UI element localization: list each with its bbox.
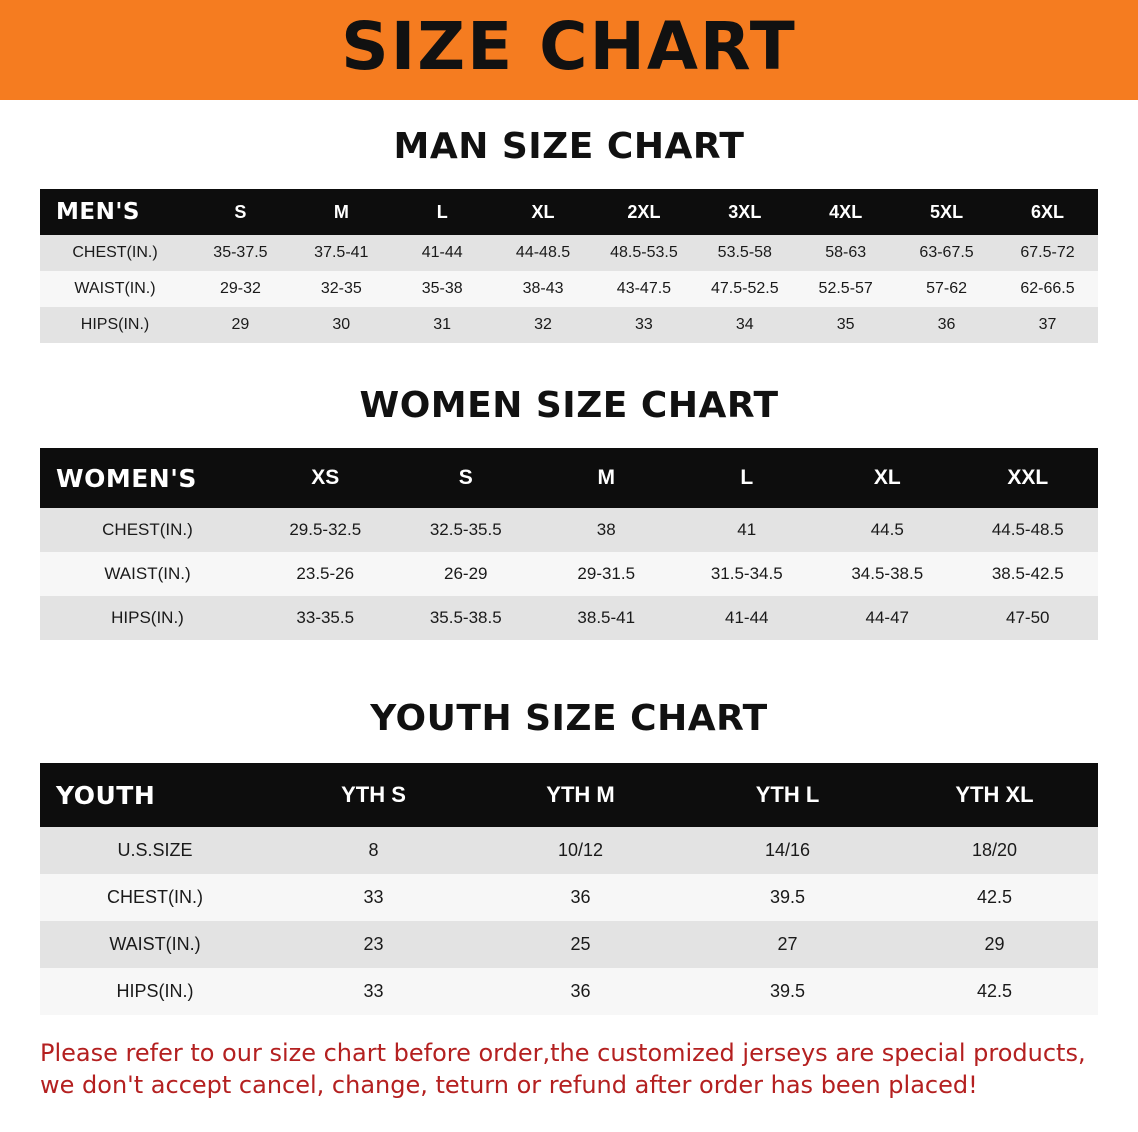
women-section-title: WOMEN SIZE CHART [359, 385, 779, 426]
table-cell: 34.5-38.5 [817, 552, 958, 596]
table-cell: 39.5 [684, 968, 891, 1015]
table-cell: 37 [997, 307, 1098, 343]
row-label: WAIST(IN.) [40, 921, 270, 968]
table-cell: 18/20 [891, 827, 1098, 874]
table-header-cell: YOUTH [40, 763, 270, 827]
table-header-cell: 4XL [795, 189, 896, 235]
table-header-cell: YTH S [270, 763, 477, 827]
row-label: CHEST(IN.) [40, 235, 190, 271]
table-cell: 35.5-38.5 [396, 596, 537, 640]
table-cell: 44-47 [817, 596, 958, 640]
table-header-cell: XXL [958, 448, 1099, 508]
row-label: CHEST(IN.) [40, 508, 255, 552]
table-cell: 35-38 [392, 271, 493, 307]
table-cell: 48.5-53.5 [594, 235, 695, 271]
man-section-title: MAN SIZE CHART [393, 126, 745, 167]
table-cell: 43-47.5 [594, 271, 695, 307]
table-header-cell: YTH L [684, 763, 891, 827]
row-label: HIPS(IN.) [40, 968, 270, 1015]
table-cell: 33 [594, 307, 695, 343]
row-label: WAIST(IN.) [40, 552, 255, 596]
table-cell: 41 [677, 508, 818, 552]
row-label: HIPS(IN.) [40, 307, 190, 343]
table-header-cell: 3XL [694, 189, 795, 235]
table-cell: 33-35.5 [255, 596, 396, 640]
table-cell: 33 [270, 874, 477, 921]
table-cell: 63-67.5 [896, 235, 997, 271]
row-label: U.S.SIZE [40, 827, 270, 874]
table-cell: 14/16 [684, 827, 891, 874]
table-cell: 53.5-58 [694, 235, 795, 271]
table-header-cell: M [291, 189, 392, 235]
table-header-cell: L [392, 189, 493, 235]
women-size-table [40, 448, 1098, 640]
table-cell: 31.5-34.5 [677, 552, 818, 596]
table-cell: 41-44 [392, 235, 493, 271]
table-cell: 38 [536, 508, 677, 552]
youth-section-title: YOUTH SIZE CHART [370, 698, 768, 739]
table-header-cell: YTH M [477, 763, 684, 827]
table-cell: 29.5-32.5 [255, 508, 396, 552]
table-row [40, 307, 1098, 343]
table-cell: 36 [896, 307, 997, 343]
table-cell: 31 [392, 307, 493, 343]
table-cell: 23.5-26 [255, 552, 396, 596]
table-cell: 58-63 [795, 235, 896, 271]
table-cell: 39.5 [684, 874, 891, 921]
table-cell: 42.5 [891, 968, 1098, 1015]
table-header-row [40, 189, 1098, 235]
table-row [40, 552, 1098, 596]
table-header-cell: WOMEN'S [40, 448, 255, 508]
table-cell: 52.5-57 [795, 271, 896, 307]
table-header-cell: 5XL [896, 189, 997, 235]
table-cell: 33 [270, 968, 477, 1015]
table-cell: 27 [684, 921, 891, 968]
table-cell: 29 [190, 307, 291, 343]
table-cell: 25 [477, 921, 684, 968]
table-cell: 38.5-41 [536, 596, 677, 640]
table-cell: 23 [270, 921, 477, 968]
table-cell: 67.5-72 [997, 235, 1098, 271]
table-row [40, 508, 1098, 552]
table-cell: 29 [891, 921, 1098, 968]
table-row [40, 968, 1098, 1015]
table-cell: 44-48.5 [493, 235, 594, 271]
table-cell: 41-44 [677, 596, 818, 640]
row-label: CHEST(IN.) [40, 874, 270, 921]
table-cell: 36 [477, 968, 684, 1015]
table-header-cell: M [536, 448, 677, 508]
man-size-table-wrap [40, 189, 1098, 343]
table-cell: 32.5-35.5 [396, 508, 537, 552]
table-cell: 30 [291, 307, 392, 343]
table-cell: 29-32 [190, 271, 291, 307]
row-label: HIPS(IN.) [40, 596, 255, 640]
table-cell: 38-43 [493, 271, 594, 307]
table-header-cell: XS [255, 448, 396, 508]
table-header-cell: S [396, 448, 537, 508]
table-header-cell: YTH XL [891, 763, 1098, 827]
table-header-row [40, 448, 1098, 508]
table-cell: 35-37.5 [190, 235, 291, 271]
youth-size-table [40, 763, 1098, 1015]
table-cell: 47-50 [958, 596, 1099, 640]
table-cell: 29-31.5 [536, 552, 677, 596]
table-header-cell: MEN'S [40, 189, 190, 235]
table-cell: 10/12 [477, 827, 684, 874]
table-cell: 36 [477, 874, 684, 921]
table-cell: 57-62 [896, 271, 997, 307]
disclaimer-note: Please refer to our size chart before order,the customized jerseys are special products, we don't accept cancel, change, teturn or refund after order has been placed! [40, 1039, 1086, 1100]
table-header-cell: XL [493, 189, 594, 235]
table-cell: 8 [270, 827, 477, 874]
table-cell: 44.5-48.5 [958, 508, 1099, 552]
table-cell: 32 [493, 307, 594, 343]
table-header-cell: S [190, 189, 291, 235]
table-cell: 34 [694, 307, 795, 343]
table-row [40, 827, 1098, 874]
table-header-cell: XL [817, 448, 958, 508]
table-cell: 47.5-52.5 [694, 271, 795, 307]
table-cell: 26-29 [396, 552, 537, 596]
table-cell: 42.5 [891, 874, 1098, 921]
table-cell: 32-35 [291, 271, 392, 307]
table-row [40, 271, 1098, 307]
table-row [40, 596, 1098, 640]
table-cell: 62-66.5 [997, 271, 1098, 307]
table-cell: 37.5-41 [291, 235, 392, 271]
women-size-table-wrap [40, 448, 1098, 640]
table-header-row [40, 763, 1098, 827]
table-header-cell: 2XL [594, 189, 695, 235]
page-title: SIZE CHART [341, 8, 797, 85]
table-cell: 38.5-42.5 [958, 552, 1099, 596]
youth-size-table-wrap [40, 763, 1098, 1015]
table-header-cell: L [677, 448, 818, 508]
table-row [40, 921, 1098, 968]
table-cell: 44.5 [817, 508, 958, 552]
man-size-table [40, 189, 1098, 343]
page-banner [0, 0, 1138, 100]
table-row [40, 235, 1098, 271]
table-header-cell: 6XL [997, 189, 1098, 235]
table-cell: 35 [795, 307, 896, 343]
table-row [40, 874, 1098, 921]
row-label: WAIST(IN.) [40, 271, 190, 307]
